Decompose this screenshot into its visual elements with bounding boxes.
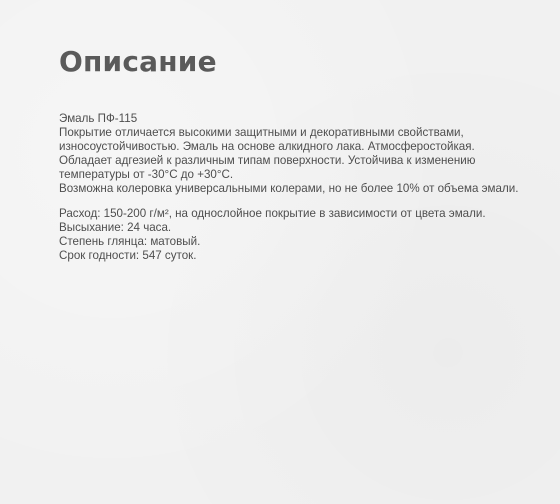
- product-name: Эмаль ПФ-115: [59, 112, 138, 125]
- description-line: Возможна колеровка универсальными колерами, но не более 10% от объема эмали.: [59, 182, 519, 195]
- description-line: Покрытие отличается высокими защитными и декоративными свойствами,: [59, 126, 464, 139]
- description-body: [59, 112, 519, 263]
- description-line: износоустойчивостью. Эмаль на основе алкидного лака. Атмосферостойкая.: [59, 140, 475, 153]
- description-line: Обладает адгезией к различным типам поверхности. Устойчива к изменению: [59, 154, 476, 167]
- spec-shelf-life: Срок годности: 547 суток.: [59, 249, 197, 262]
- spec-gloss: Степень глянца: матовый.: [59, 235, 201, 248]
- page-title: Описание: [59, 45, 217, 78]
- paragraph-gap: [59, 196, 519, 207]
- spec-consumption: Расход: 150-200 г/м², на однослойное покрытие в зависимости от цвета эмали.: [59, 207, 486, 220]
- spec-drying-time: Высыхание: 24 часа.: [59, 221, 172, 234]
- description-line: температуры от -30°С до +30°С.: [59, 168, 234, 181]
